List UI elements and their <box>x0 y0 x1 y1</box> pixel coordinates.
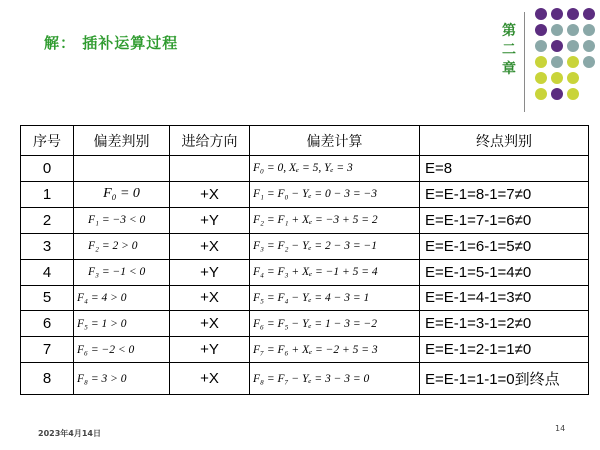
row-index: 5 <box>21 285 74 311</box>
dot <box>583 8 595 20</box>
table-row <box>21 285 589 311</box>
row-end: E=E-1=3-1=2≠0 <box>420 311 589 337</box>
row-direction: +X <box>170 311 250 337</box>
dot <box>583 56 595 68</box>
row-judge: F₁ = −3 < 0 <box>74 207 170 233</box>
dot <box>567 8 579 20</box>
dot <box>583 40 595 52</box>
dot <box>551 8 563 20</box>
dot <box>535 40 547 52</box>
row-index: 8 <box>21 363 74 395</box>
table-row <box>21 181 589 207</box>
row-calc: F₀ = 0, Xₑ = 5, Yₑ = 3 <box>250 156 420 182</box>
header-calc: 偏差计算 <box>250 126 420 156</box>
dot <box>567 24 579 36</box>
table-row <box>21 363 589 395</box>
table-row <box>21 207 589 233</box>
dot <box>535 56 547 68</box>
row-judge: F₃ = −1 < 0 <box>74 259 170 285</box>
row-end: E=E-1=7-1=6≠0 <box>420 207 589 233</box>
row-end: E=E-1=5-1=4≠0 <box>420 259 589 285</box>
row-calc: F₈ = F₇ − Yₑ = 3 − 3 = 0 <box>250 363 420 395</box>
table-header-row <box>21 126 589 156</box>
row-index: 0 <box>21 156 74 182</box>
interpolation-table <box>20 125 589 395</box>
row-judge: F₄ = 4 > 0 <box>74 285 170 311</box>
dot <box>535 8 547 20</box>
dot <box>567 88 579 100</box>
table-row <box>21 337 589 363</box>
row-judge: F₂ = 2 > 0 <box>74 233 170 259</box>
dot <box>535 24 547 36</box>
header-judge: 偏差判别 <box>74 126 170 156</box>
table-row <box>21 259 589 285</box>
footer-date: 2023年4月14日 <box>38 429 101 438</box>
row-index: 3 <box>21 233 74 259</box>
header-direction: 进给方向 <box>170 126 250 156</box>
row-calc: F₂ = F₁ + Xₑ = −3 + 5 = 2 <box>250 207 420 233</box>
slide-title: 解： 插补运算过程 <box>44 34 179 52</box>
row-index: 6 <box>21 311 74 337</box>
header-end: 终点判别 <box>420 126 589 156</box>
row-index: 1 <box>21 181 74 207</box>
row-end: E=8 <box>420 156 589 182</box>
row-direction: +X <box>170 363 250 395</box>
row-judge: F₆ = −2 < 0 <box>74 337 170 363</box>
chapter-char: 第 <box>502 23 516 39</box>
dot <box>567 56 579 68</box>
row-end: E=E-1=1-1=0到终点 <box>420 363 589 395</box>
row-direction <box>170 156 250 182</box>
dot <box>535 72 547 84</box>
row-judge: F₅ = 1 > 0 <box>74 311 170 337</box>
row-end: E=E-1=4-1=3≠0 <box>420 285 589 311</box>
row-calc: F₆ = F₅ − Yₑ = 1 − 3 = −2 <box>250 311 420 337</box>
dot <box>535 88 547 100</box>
dot <box>567 40 579 52</box>
table-row <box>21 233 589 259</box>
row-end: E=E-1=8-1=7≠0 <box>420 181 589 207</box>
chapter-char: 二 <box>502 42 516 58</box>
dot <box>551 40 563 52</box>
row-judge <box>74 156 170 182</box>
row-direction: +X <box>170 233 250 259</box>
row-judge: F₀ = 0 <box>74 181 170 207</box>
row-index: 4 <box>21 259 74 285</box>
row-calc: F₇ = F₆ + Xₑ = −2 + 5 = 3 <box>250 337 420 363</box>
row-end: E=E-1=6-1=5≠0 <box>420 233 589 259</box>
row-direction: +X <box>170 285 250 311</box>
dot <box>567 72 579 84</box>
dot <box>551 72 563 84</box>
row-direction: +X <box>170 181 250 207</box>
row-index: 2 <box>21 207 74 233</box>
dot <box>551 56 563 68</box>
row-calc: F₅ = F₄ − Yₑ = 4 − 3 = 1 <box>250 285 420 311</box>
row-end: E=E-1=2-1=1≠0 <box>420 337 589 363</box>
table-row <box>21 156 589 182</box>
dot <box>583 24 595 36</box>
chapter-label <box>501 22 517 79</box>
row-calc: F₃ = F₂ − Yₑ = 2 − 3 = −1 <box>250 233 420 259</box>
divider-line <box>524 12 525 112</box>
row-index: 7 <box>21 337 74 363</box>
row-direction: +Y <box>170 259 250 285</box>
row-direction: +Y <box>170 207 250 233</box>
page-number: 14 <box>555 424 566 433</box>
row-calc: F₁ = F₀ − Yₑ = 0 − 3 = −3 <box>250 181 420 207</box>
row-calc: F₄ = F₃ + Xₑ = −1 + 5 = 4 <box>250 259 420 285</box>
dot <box>551 24 563 36</box>
row-direction: +Y <box>170 337 250 363</box>
row-judge: F₈ = 3 > 0 <box>74 363 170 395</box>
chapter-char: 章 <box>502 61 516 77</box>
dot <box>551 88 563 100</box>
header-index: 序号 <box>21 126 74 156</box>
table-row <box>21 311 589 337</box>
